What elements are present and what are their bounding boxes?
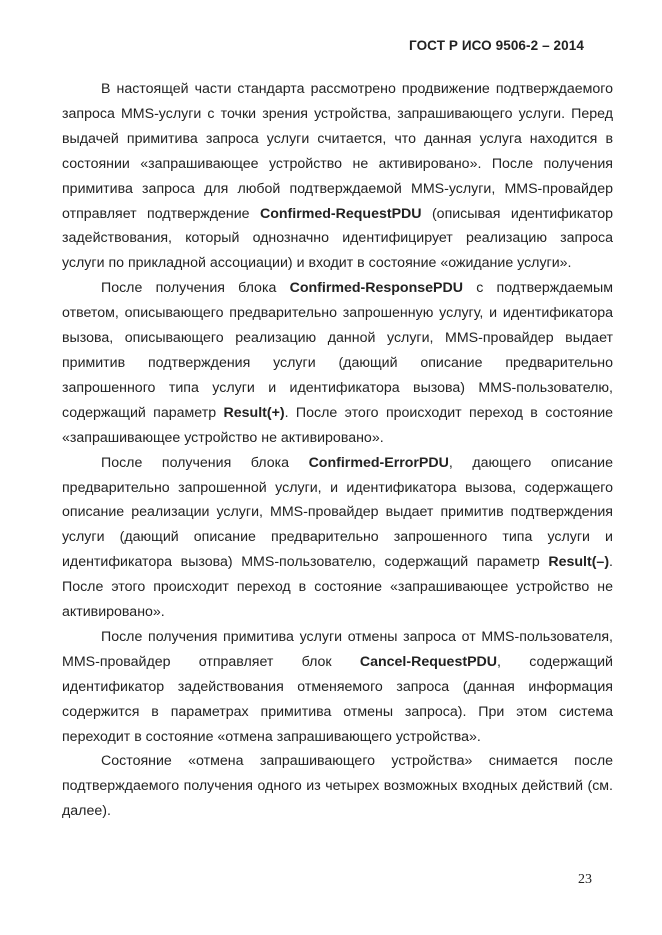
- paragraph-4: [62, 625, 613, 750]
- pdu-term: Cancel-RequestPDU: [359, 653, 498, 670]
- paragraph-2: [62, 276, 613, 450]
- paragraph-text: , содержащий идентификатор задействования отменяемого запроса (данная информация содержится в параметрах примитива отмены запроса). При этом система переходит в состояние «отмена запрашивающего устройства».: [62, 653, 613, 745]
- paragraph-text: После получения блока: [101, 454, 309, 471]
- paragraph-text: , дающего описание предварительно запрошенной услуги, и идентификатора вызова, содержащего описание реализации услуги, MMS-провайдер выдает примитив подтверждения услуги (дающий описание предварительно запрошенного типа услуги и идентификатора вызова) MMS-пользователю, содержащий параметр: [62, 454, 613, 571]
- paragraph-3: [62, 451, 613, 625]
- result-param: Result(+): [223, 404, 285, 421]
- paragraph-text: После получения примитива услуги отмены запроса от MMS-пользователя, MMS-провайдер отправляет блок: [62, 628, 613, 670]
- result-param: Result(–): [548, 554, 610, 571]
- paragraph-1: [62, 77, 613, 276]
- paragraph-text: . После этого происходит переход в состояние «запрашивающее устройство не активировано».: [62, 554, 613, 621]
- paragraph-text: В настоящей части стандарта рассмотрено продвижение подтверждаемого запроса MMS-услуги с точки зрения устройства, запрашивающего услуги. Перед выдачей примитива запроса услуги считается, что данная услуга находится в состоянии «запрашивающее устройство не активировано». После получения примитива запроса для любой подтверждаемой MMS-услуги, MMS-провайдер отправляет подтверждение: [62, 81, 613, 222]
- paragraph-text: с подтверждаемым ответом, описывающего предварительно запрошенную услугу, и идентификатора вызова, описывающего реализацию данной услуги, MMS-провайдер выдает примитив подтверждения услуги (дающий описание предварительно запрошенного типа услуги и идентификатора вызова) MMS-пользователю, содержащий параметр: [62, 280, 613, 421]
- pdu-term: Confirmed-ResponsePDU: [289, 280, 464, 297]
- paragraph-text: После получения блока: [101, 280, 290, 297]
- paragraph-text: (описывая идентификатор задействования, который однозначно идентифицирует реализацию запроса услуги по прикладной ассоциации) и входит в состояние «ожидание услуги».: [62, 205, 613, 272]
- paragraph-text: Состояние «отмена запрашивающего устройства» снимается после подтверждаемого получения одного из четырех возможных входных действий (см. далее).: [62, 753, 613, 820]
- page-number: 23: [578, 872, 592, 887]
- standard-header: ГОСТ Р ИСО 9506-2 – 2014: [409, 38, 584, 53]
- pdu-term: Confirmed-RequestPDU: [259, 205, 422, 222]
- paragraph-5: [62, 749, 613, 824]
- paragraph-text: . После этого происходит переход в состояние «запрашивающее устройство не активировано».: [62, 404, 614, 446]
- body-text: [62, 77, 613, 824]
- pdu-term: Confirmed-ErrorPDU: [308, 454, 449, 471]
